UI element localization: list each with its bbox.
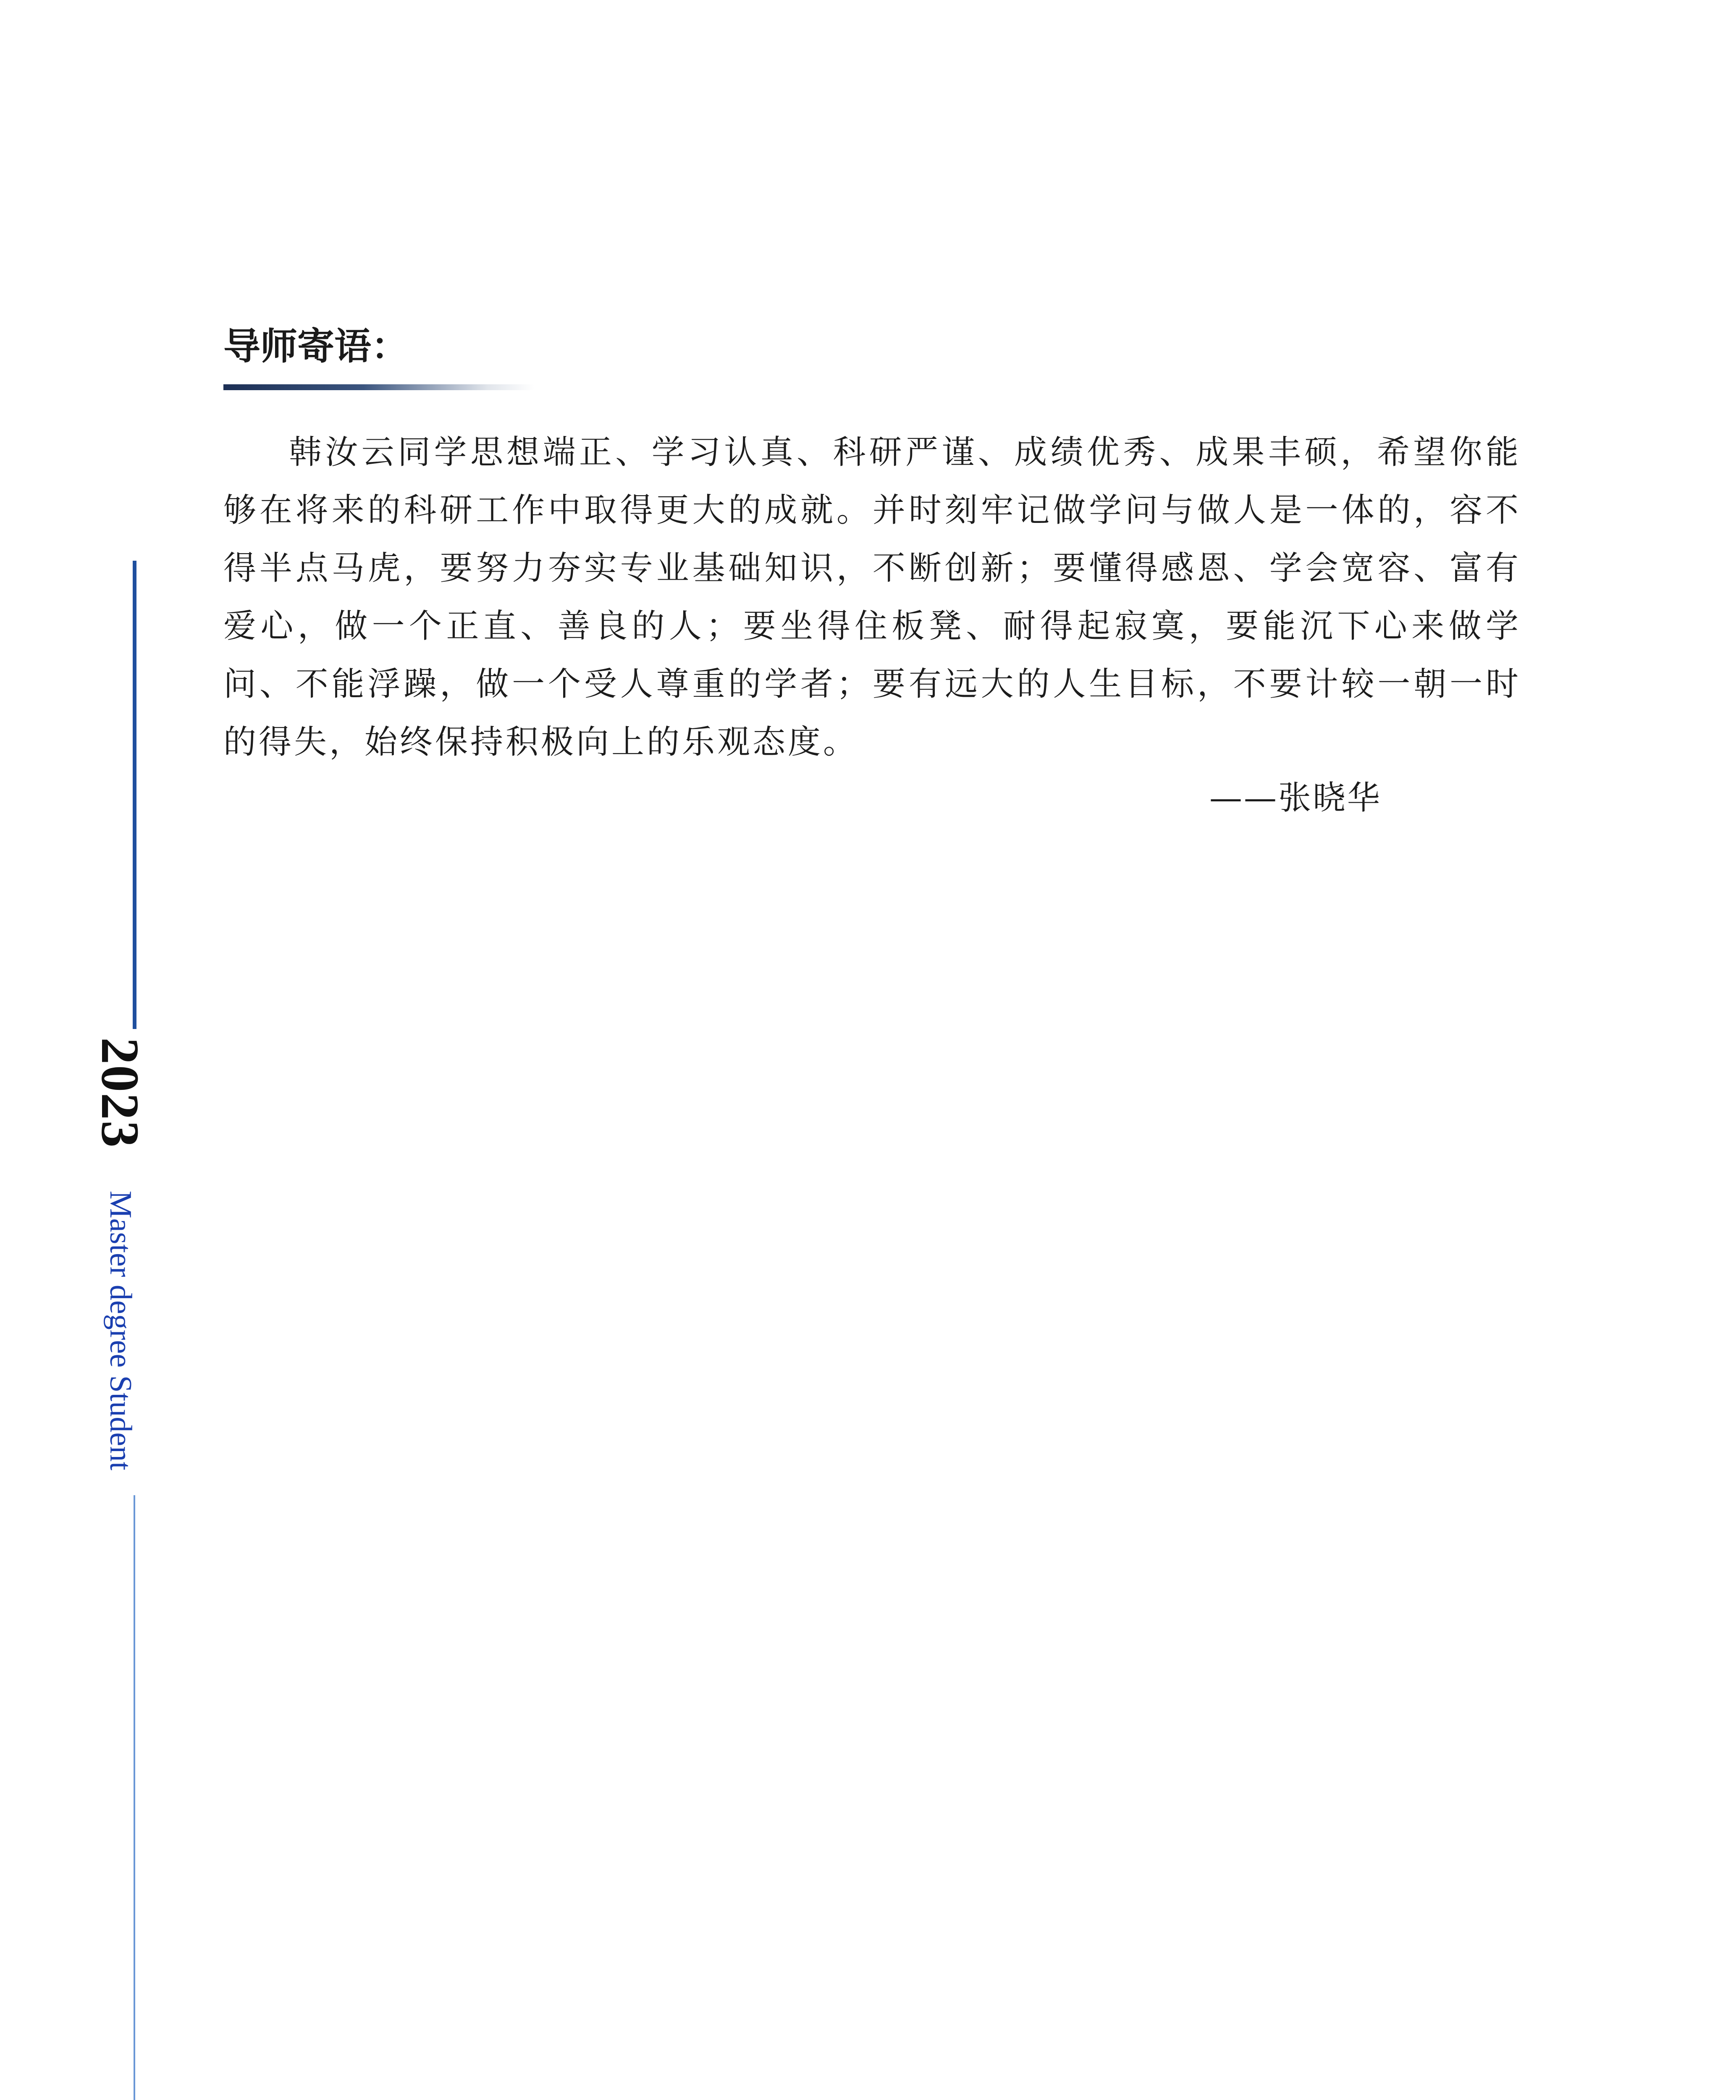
- sidebar-accent-line-bottom: [134, 1495, 135, 2100]
- sidebar-accent-line-top: [133, 561, 136, 1029]
- advisor-signature: ——张晓华: [1209, 779, 1382, 817]
- sidebar-label: Master degree Student: [103, 1191, 138, 1470]
- heading-underline: [223, 384, 534, 390]
- sidebar-year: 2023: [90, 1037, 150, 1148]
- section-heading: 导师寄语：: [223, 325, 409, 368]
- advisor-message: 韩汝云同学思想端正、学习认真、科研严谨、成绩优秀、成果丰硕，希望你能够在将来的科研工作中取得更大的成就。并时刻牢记做学问与做人是一体的，容不得半点马虎，要努力夯实专业基础知识，不断创新；要懂得感恩、学会宽容、富有爱心，做一个正直、善良的人；要坐得住板凳、耐得起寂寞，要能沉下心来做学问、不能浮躁，做一个受人尊重的学者；要有远大的人生目标，不要计较一朝一时的得失，始终保持积极向上的乐观态度。: [223, 433, 1521, 761]
